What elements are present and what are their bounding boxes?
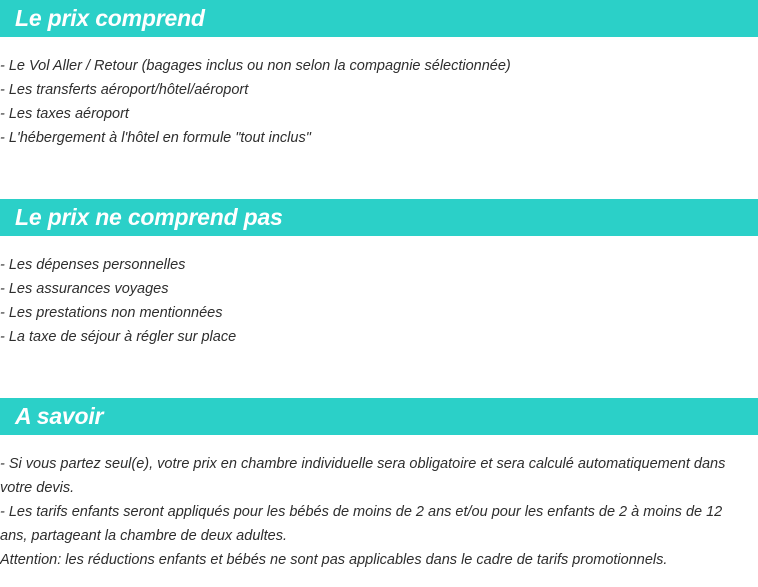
excluded-list: [0, 253, 758, 349]
price-includes-section: [0, 0, 758, 150]
section-header: [0, 398, 758, 435]
list-item: Attention: les réductions enfants et bébés ne sont pas applicables dans le cadre de tarifs promotionnels.: [0, 552, 668, 568]
included-list: [0, 54, 758, 150]
list-item: - Les dépenses personnelles: [0, 257, 186, 273]
price-excludes-section: [0, 199, 758, 349]
list-item: - L'hébergement à l'hôtel en formule "tout inclus": [0, 130, 311, 146]
list-item: - Les prestations non mentionnées: [0, 305, 223, 321]
notes-list: [0, 452, 758, 572]
section-header: [0, 199, 758, 236]
list-item: - Si vous partez seul(e), votre prix en chambre individuelle sera obligatoire et sera calculé automatiquement dans votre devis.: [0, 456, 726, 496]
list-item: - Le Vol Aller / Retour (bagages inclus ou non selon la compagnie sélectionnée): [0, 58, 511, 74]
list-item: - Les transferts aéroport/hôtel/aéroport: [0, 82, 249, 98]
list-item: - Les taxes aéroport: [0, 106, 129, 122]
good-to-know-section: [0, 398, 758, 572]
list-item: - Les assurances voyages: [0, 281, 169, 297]
section-title: Le prix ne comprend pas: [15, 204, 283, 230]
section-header: [0, 0, 758, 37]
section-title: Le prix comprend: [15, 5, 205, 31]
list-item: - La taxe de séjour à régler sur place: [0, 329, 237, 345]
list-item: - Les tarifs enfants seront appliqués pour les bébés de moins de 2 ans et/ou pour les enfants de 2 à moins de 12 ans, partageant la chambre de deux adultes.: [0, 504, 723, 544]
section-title: A savoir: [15, 403, 104, 429]
